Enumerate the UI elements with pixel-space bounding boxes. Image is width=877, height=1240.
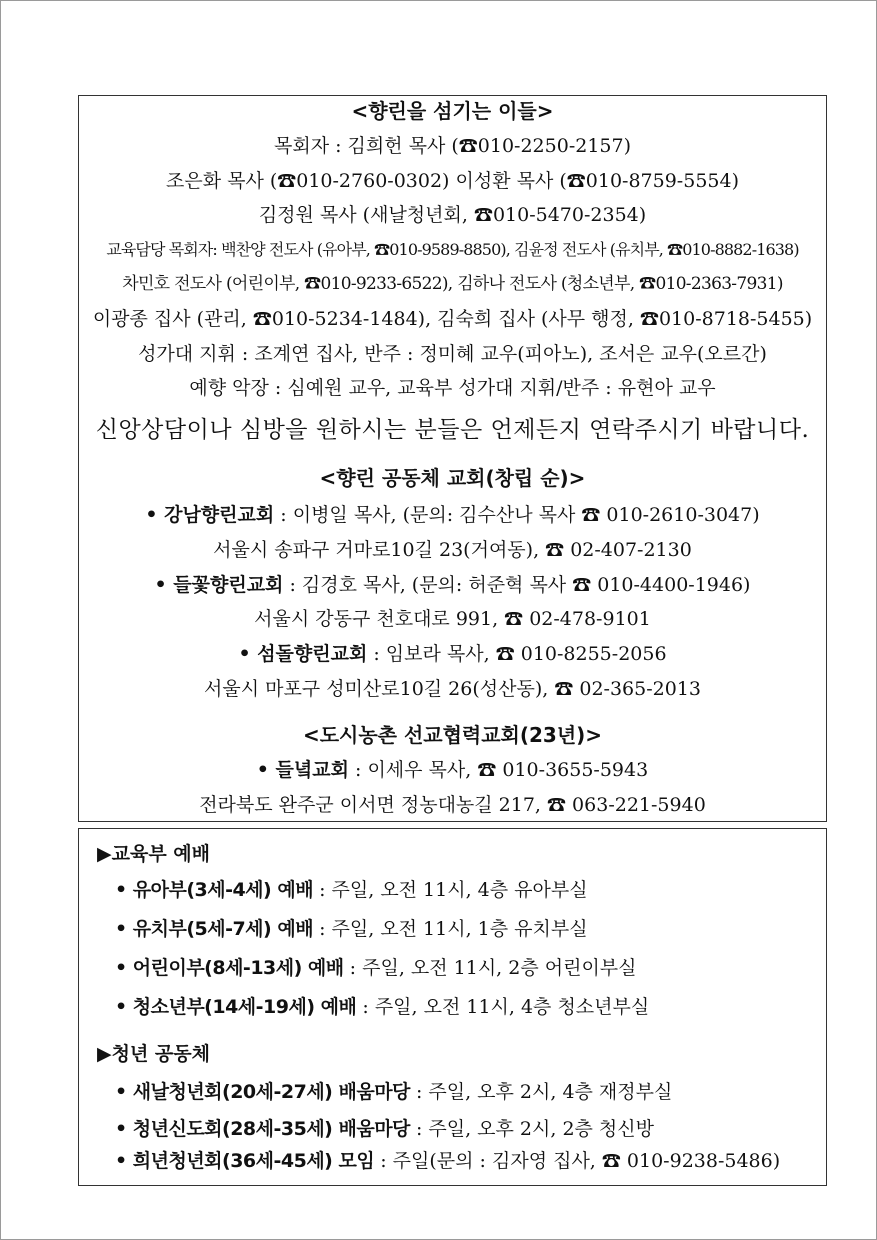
education-title: ▶교육부 예배 bbox=[97, 843, 210, 865]
item-name: • 희년청년회(36세-45세) 모임 bbox=[115, 1150, 375, 1172]
youth-title: ▶청년 공동체 bbox=[97, 1043, 210, 1065]
church-name: • 들녘교회 bbox=[256, 759, 349, 781]
item-name: • 유아부(3세-4세) 예배 bbox=[115, 879, 314, 901]
item-info: : 주일, 오전 11시, 2층 어린이부실 bbox=[343, 957, 637, 979]
education-ministers-2: 차민호 전도사 (어린이부, ☎010-9233-6522), 김하나 전도사 (청소년부, ☎010-2363-7931) bbox=[122, 274, 783, 294]
worship-schedule-box bbox=[78, 828, 827, 1186]
item-info: : 주일, 오전 11시, 1층 유치부실 bbox=[313, 918, 588, 940]
list-item bbox=[115, 995, 649, 1019]
item-info: : 주일, 오전 11시, 4층 유아부실 bbox=[313, 879, 588, 901]
church-deulnyeok bbox=[79, 758, 826, 782]
item-info: : 주일(문의 : 김자영 집사, ☎ 010-9238-5486) bbox=[374, 1150, 781, 1172]
mission-title: <도시농촌 선교협력교회(23년)> bbox=[302, 723, 603, 747]
church-info: : 이병일 목사, (문의: 김수산나 목사 ☎ 010-2610-3047) bbox=[274, 504, 760, 526]
church-info: : 임보라 목사, ☎ 010-8255-2056 bbox=[367, 643, 667, 665]
ministers-and-churches-box bbox=[78, 95, 827, 822]
item-info: : 주일, 오후 2시, 4층 재정부실 bbox=[409, 1081, 673, 1103]
counsel-notice: 신앙상담이나 심방을 원하시는 분들은 언제든지 연락주시기 바랍니다. bbox=[95, 417, 810, 443]
choir-line: 성가대 지휘 : 조계연 집사, 반주 : 정미혜 교우(피아노), 조서은 교우(오르간) bbox=[138, 343, 767, 365]
ministers-title: <향린을 섬기는 이들> bbox=[351, 99, 554, 123]
item-info: : 주일, 오후 2시, 2층 청신방 bbox=[409, 1118, 654, 1140]
orchestra-line: 예향 악장 : 심예원 교우, 교육부 성가대 지휘/반주 : 유현아 교우 bbox=[189, 377, 716, 399]
list-item bbox=[115, 917, 588, 941]
church-info: : 김경호 목사, (문의: 허준혁 목사 ☎ 010-4400-1946) bbox=[283, 574, 751, 596]
church-address: 서울시 송파구 거마로10길 23(거여동), ☎ 02-407-2130 bbox=[213, 539, 692, 561]
item-name: • 어린이부(8세-13세) 예배 bbox=[115, 957, 344, 979]
list-item bbox=[115, 878, 588, 902]
item-name: • 새날청년회(20세-27세) 배움마당 bbox=[115, 1081, 410, 1103]
list-item bbox=[115, 1080, 672, 1104]
church-address: 전라북도 완주군 이서면 정농대농길 217, ☎ 063-221-5940 bbox=[199, 794, 706, 816]
church-name: • 들꽃향린교회 bbox=[154, 574, 284, 596]
item-name: • 유치부(5세-7세) 예배 bbox=[115, 918, 314, 940]
pastors-line: 조은화 목사 (☎010-2760-0302) 이성환 목사 (☎010-8759-5554) bbox=[165, 170, 739, 192]
item-info: : 주일, 오전 11시, 4층 청소년부실 bbox=[356, 996, 650, 1018]
church-address: 서울시 강동구 천호대로 991, ☎ 02-478-9101 bbox=[254, 608, 651, 630]
church-gangnam bbox=[79, 503, 826, 527]
church-address: 서울시 마포구 성미산로10길 26(성산동), ☎ 02-365-2013 bbox=[203, 678, 701, 700]
church-name: • 섬돌향린교회 bbox=[238, 643, 368, 665]
church-seomdol bbox=[79, 642, 826, 666]
education-ministers-1: 교육담당 목회자: 백찬양 전도사 (유아부, ☎010-9589-8850), 김윤정 전도사 (유치부, ☎010-8882-1638) bbox=[106, 240, 799, 259]
item-name: • 청년신도회(28세-35세) 배움마당 bbox=[115, 1118, 410, 1140]
church-deulkkot bbox=[79, 573, 826, 597]
senior-pastor: 목회자 : 김희헌 목사 (☎010-2250-2157) bbox=[273, 135, 632, 157]
staff-line: 이광종 집사 (관리, ☎010-5234-1484), 김숙희 집사 (사무 행정, ☎010-8718-5455) bbox=[92, 308, 813, 330]
list-item bbox=[115, 1117, 654, 1141]
pastor-young-adults: 김정원 목사 (새날청년회, ☎010-5470-2354) bbox=[258, 204, 647, 226]
church-name: • 강남향린교회 bbox=[145, 504, 275, 526]
community-title: <향린 공동체 교회(창립 순)> bbox=[319, 466, 586, 490]
church-info: : 이세우 목사, ☎ 010-3655-5943 bbox=[348, 759, 649, 781]
list-item bbox=[115, 956, 637, 980]
item-name: • 청소년부(14세-19세) 예배 bbox=[115, 996, 357, 1018]
list-item bbox=[115, 1149, 780, 1173]
